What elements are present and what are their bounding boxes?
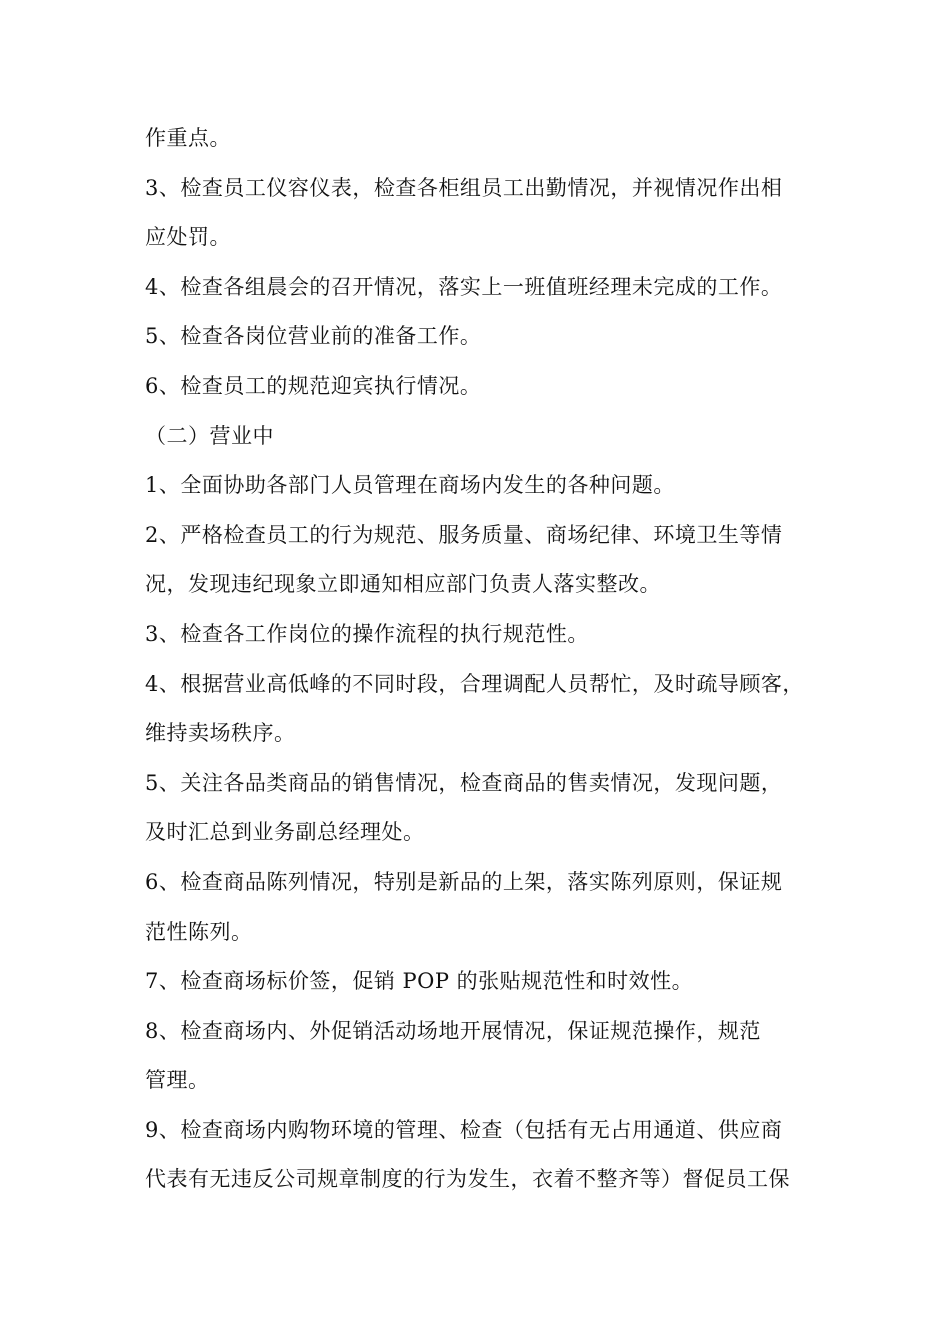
text-line: 3、检查员工仪容仪表，检查各柜组员工出勤情况，并视情况作出相 xyxy=(145,175,783,200)
text-line: 应处罚。 xyxy=(145,225,231,250)
text-line: 4、检查各组晨会的召开情况，落实上一班值班经理未完成的工作。 xyxy=(145,274,783,299)
text-line: 4、根据营业高低峰的不同时段，合理调配人员帮忙，及时疏导顾客， xyxy=(145,671,804,696)
section-heading: （二）营业中 xyxy=(145,423,274,448)
document-body xyxy=(145,114,815,1205)
text-line: 5、检查各岗位营业前的准备工作。 xyxy=(145,324,482,349)
text-line: 1、全面协助各部门人员管理在商场内发生的各种问题。 xyxy=(145,473,675,498)
text-line: 6、检查商品陈列情况，特别是新品的上架，落实陈列原则，保证规 xyxy=(145,869,783,894)
text-line: 及时汇总到业务副总经理处。 xyxy=(145,820,425,845)
text-line: 况，发现违纪现象立即通知相应部门负责人落实整改。 xyxy=(145,572,661,597)
text-line: 6、检查员工的规范迎宾执行情况。 xyxy=(145,373,482,398)
text-line: 5、关注各品类商品的销售情况，检查商品的售卖情况，发现问题， xyxy=(145,770,783,795)
text-line: 7、检查商场标价签，促销 POP 的张贴规范性和时效性。 xyxy=(145,969,694,994)
text-line: 维持卖场秩序。 xyxy=(145,721,296,746)
text-line: 2、严格检查员工的行为规范、服务质量、商场纪律、环境卫生等情 xyxy=(145,522,783,547)
text-line: 3、检查各工作岗位的操作流程的执行规范性。 xyxy=(145,621,589,646)
text-line: 8、检查商场内、外促销活动场地开展情况，保证规范操作，规范 xyxy=(145,1018,761,1043)
text-line: 作重点。 xyxy=(145,126,231,150)
text-line: 管理。 xyxy=(145,1068,210,1093)
text-line: 代表有无违反公司规章制度的行为发生，衣着不整齐等）督促员工保 xyxy=(145,1167,790,1192)
text-line: 范性陈列。 xyxy=(145,919,253,944)
text-line: 9、检查商场内购物环境的管理、检查（包括有无占用通道、供应商 xyxy=(145,1117,783,1142)
